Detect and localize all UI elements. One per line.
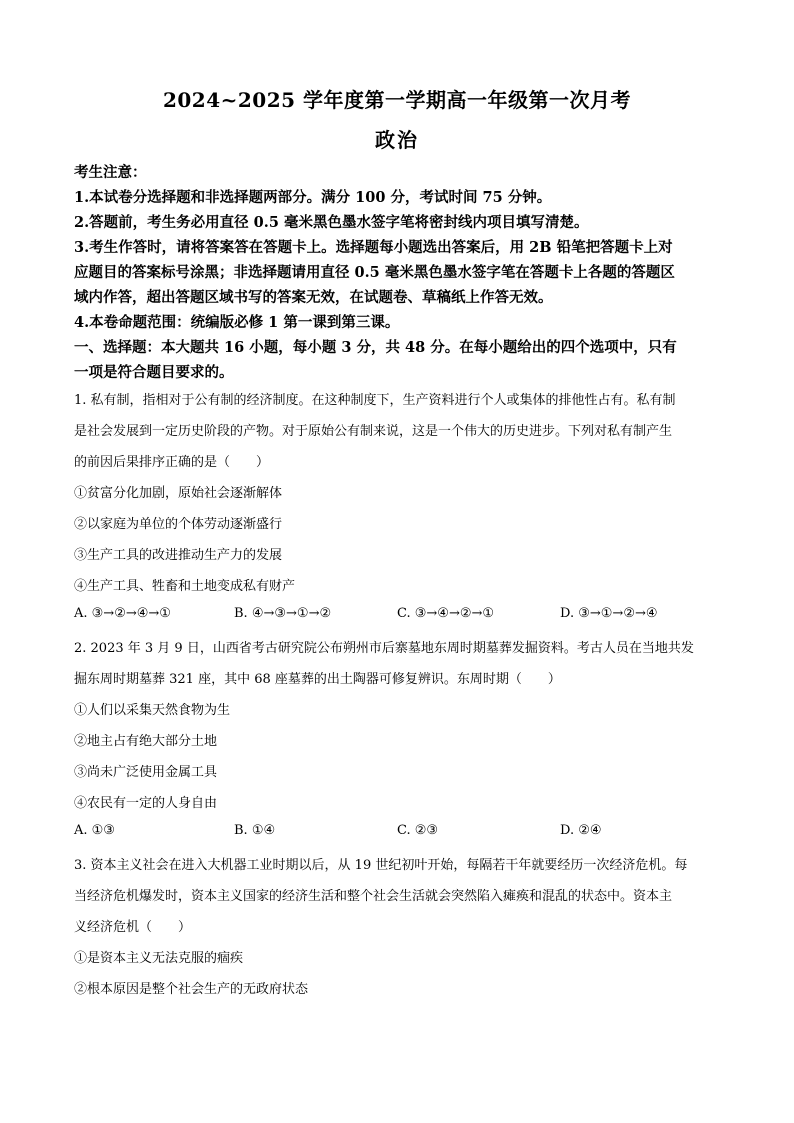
q2-option-d[interactable]: D. ②④ [560, 823, 602, 838]
q1-option-c[interactable]: C. ③→④→②→① [397, 606, 495, 621]
q3-stem: 3. 资本主义社会在进入大机器工业时期以后，从 19 世纪初叶开始，每隔若干年就要经历一次经济危机。每 [74, 858, 688, 873]
q1-stem: 1. 私有制，指相对于公有制的经济制度。在这种制度下，生产资料进行个人或集体的排他性占有。私有制 [74, 393, 676, 408]
notice-item: 3.考生作答时，请将答案答在答题卡上。选择题每小题选出答案后，用 2B 铅笔把答题卡上对 [74, 239, 673, 256]
notice-heading: 考生注意： [74, 164, 147, 181]
q1-stem: 的前因后果排序正确的是（ ） [74, 455, 270, 470]
q2-stem: 2. 2023 年 3 月 9 日，山西省考古研究院公布朔州市后寨墓地东周时期墓葬发掘资料。考古人员在当地共发 [74, 641, 694, 656]
notice-item: 4.本卷命题范围：统编版必修 1 第一课到第三课。 [74, 314, 400, 331]
q1-option-b[interactable]: B. ④→③→①→② [234, 606, 332, 621]
q1-statement: ②以家庭为单位的个体劳动逐渐盛行 [74, 517, 283, 532]
q2-statement: ①人们以采集天然食物为生 [74, 703, 231, 718]
q1-option-d[interactable]: D. ③→①→②→④ [560, 606, 658, 621]
q2-option-b[interactable]: B. ①④ [234, 823, 276, 838]
q2-stem: 掘东周时期墓葬 321 座，其中 68 座墓葬的出土陶器可修复辨识。东周时期（ ） [74, 672, 561, 687]
notice-item: 域内作答，超出答题区域书写的答案无效，在试题卷、草稿纸上作答无效。 [74, 289, 553, 306]
q2-option-c[interactable]: C. ②③ [397, 823, 439, 838]
q1-option-a[interactable]: A. ③→②→④→① [74, 606, 171, 621]
q1-stem: 是社会发展到一定历史阶段的产物。对于原始公有制来说，这是一个伟大的历史进步。下列对私有制产生 [74, 424, 673, 439]
q3-stem: 当经济危机爆发时，资本主义国家的经济生活和整个社会生活就会突然陷入瘫痪和混乱的状态中。资本主 [74, 889, 673, 904]
q1-statement: ④生产工具、牲畜和土地变成私有财产 [74, 579, 296, 594]
section-heading-cont: 一项是符合题目要求的。 [74, 364, 234, 381]
q1-statement: ①贫富分化加剧，原始社会逐渐解体 [74, 486, 283, 501]
q2-statement: ②地主占有绝大部分土地 [74, 734, 218, 749]
q3-stem: 义经济危机（ ） [74, 920, 192, 935]
q2-statement: ③尚未广泛使用金属工具 [74, 765, 218, 780]
q3-statement: ②根本原因是整个社会生产的无政府状态 [74, 982, 309, 997]
q1-statement: ③生产工具的改进推动生产力的发展 [74, 548, 283, 563]
notice-item: 应题目的答案标号涂黑；非选择题请用直径 0.5 毫米黑色墨水签字笔在答题卡上各题的答题区 [74, 264, 675, 281]
exam-title: 2024~2025 学年度第一学期高一年级第一次月考 [162, 88, 632, 112]
notice-item: 2.答题前，考生务必用直径 0.5 毫米黑色墨水签字笔将密封线内项目填写清楚。 [74, 214, 589, 231]
subject-title: 政治 [375, 128, 419, 152]
q3-statement: ①是资本主义无法克服的痼疾 [74, 951, 244, 966]
q2-option-a[interactable]: A. ①③ [74, 823, 115, 838]
notice-item: 1.本试卷分选择题和非选择题两部分。满分 100 分，考试时间 75 分钟。 [74, 189, 552, 206]
q2-statement: ④农民有一定的人身自由 [74, 796, 218, 811]
section-heading: 一、选择题：本大题共 16 小题，每小题 3 分，共 48 分。在每小题给出的四个选项中，只有 [74, 339, 677, 356]
